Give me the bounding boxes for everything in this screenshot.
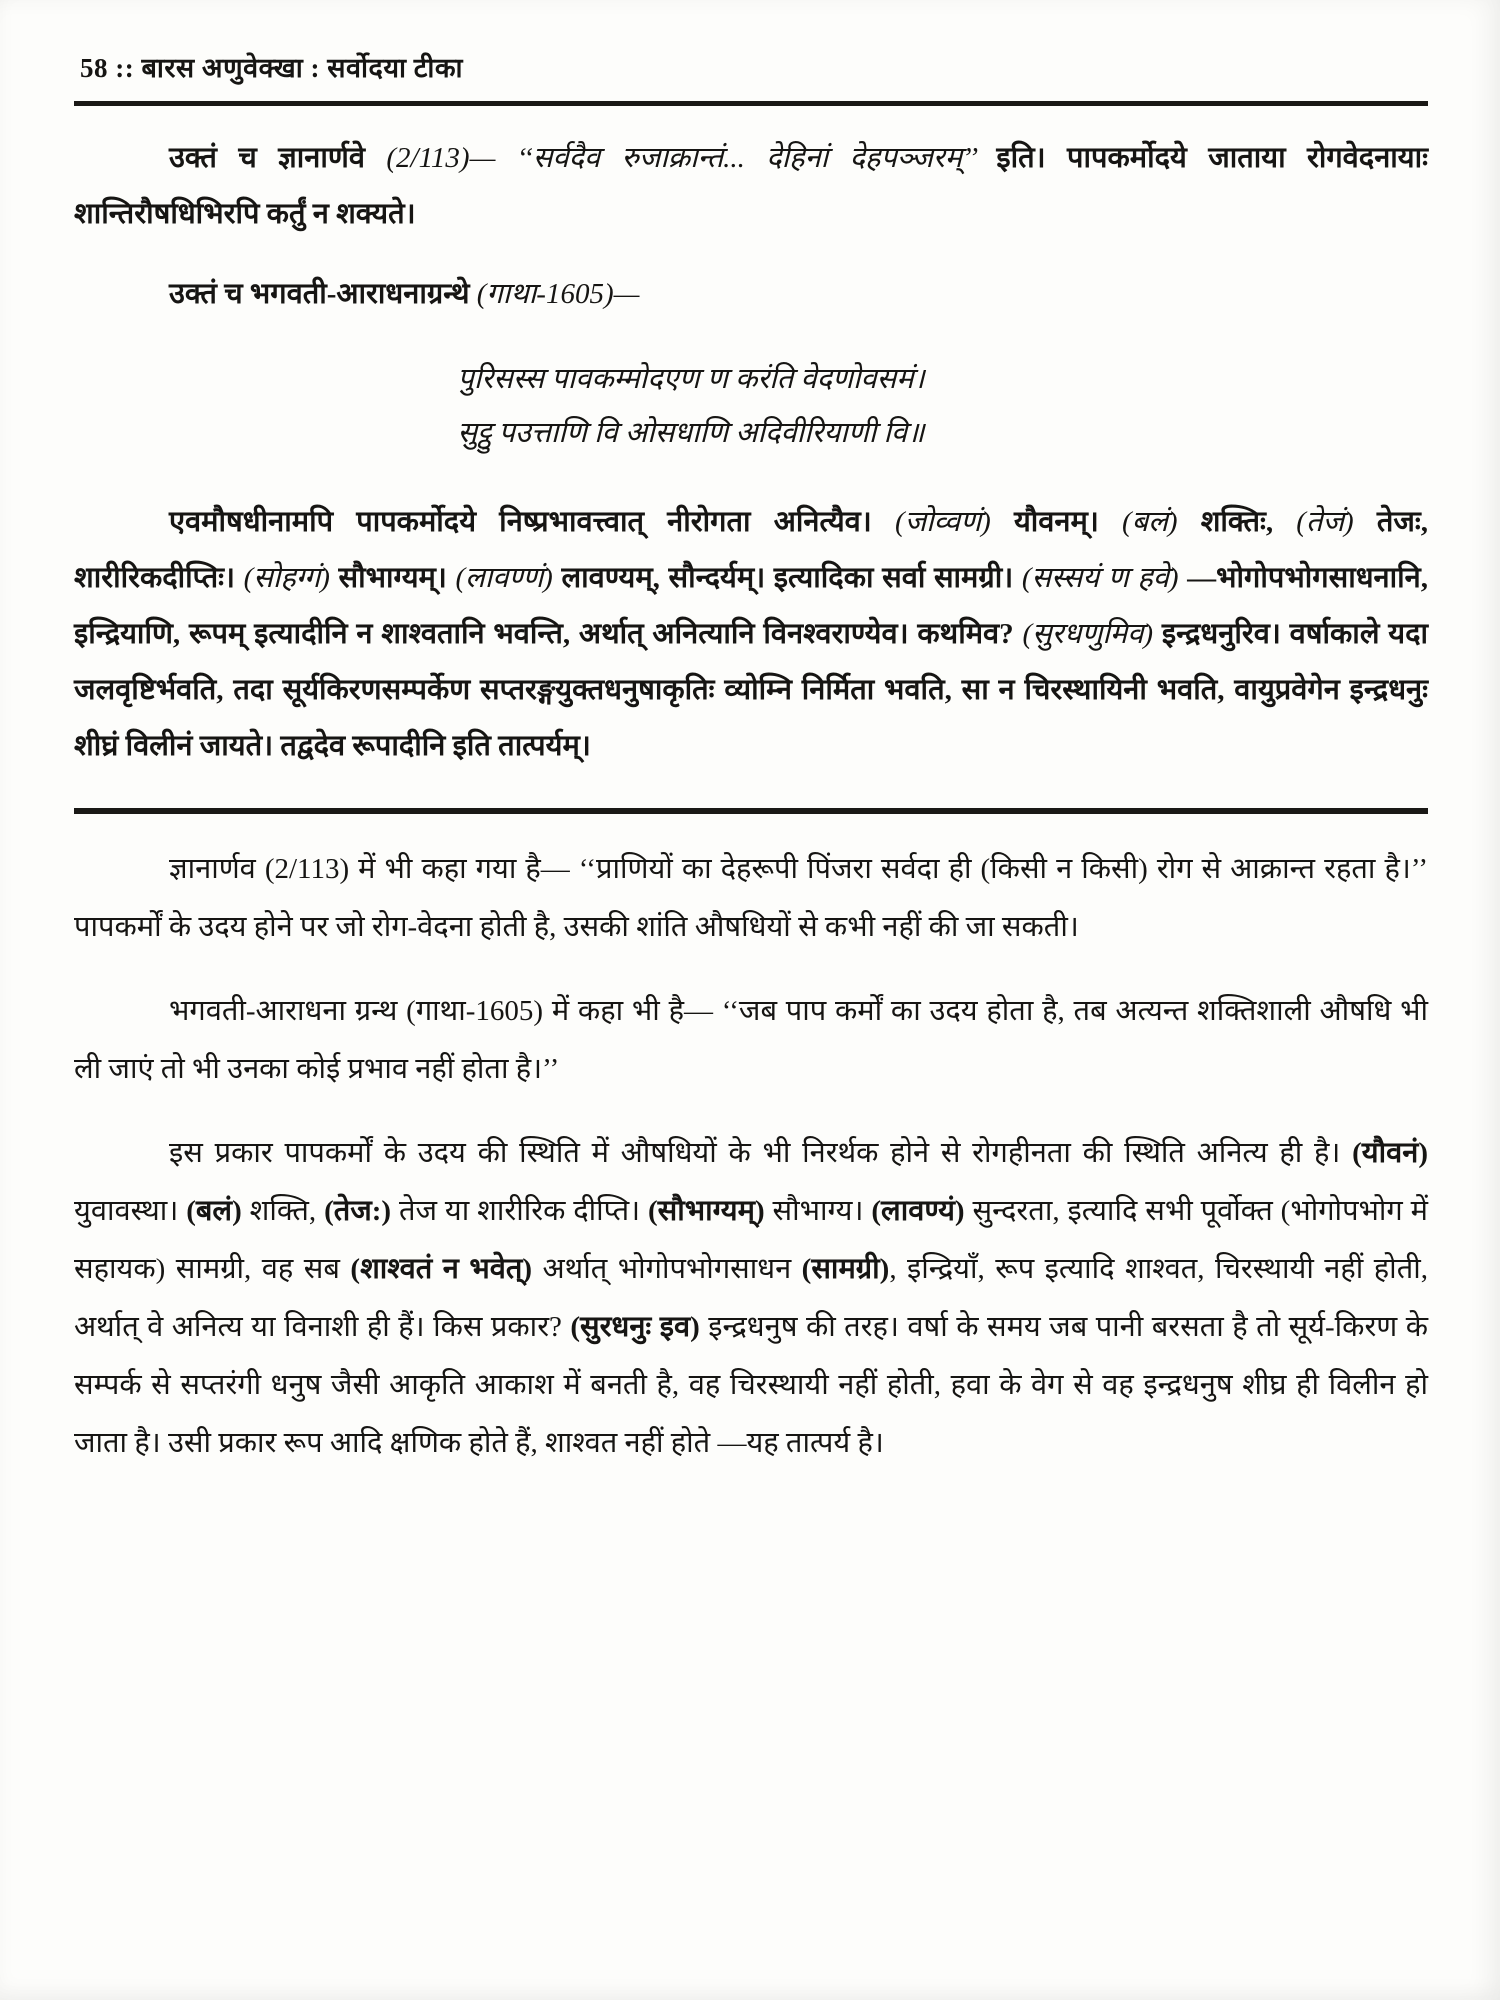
text-segment: (सौभाग्यम्): [647, 1195, 773, 1227]
text-segment: इन्द्रधनुरिव। वर्षाकाले यदा जलवृष्टिर्भवति, तदा सूर्यकिरणसम्पर्केण सप्तरङ्गयुक्तधनुषाकृतिः व्योम्नि निर्मिता भवति, सा न चिरस्थायिनी भवति, वायुप्रवेगेन इन्द्रधनुः शीघ्रं विलीनं जायते। तद्वदेव रूपादीनि इति तात्पर्यम्।: [74, 618, 1428, 762]
text-segment: (2/113)—: [386, 142, 517, 174]
text-segment: इन्द्रधनुष की तरह। वर्षा के समय जब पानी बरसता है तो सूर्य-किरण के सम्पर्क से सप्तरंगी धनुष जैसी आकृति आकाश में बनती है, वह चिरस्थायी नहीं होती, हवा के वेग से वह इन्द्रधनुष शीघ्र ही विलीन हो जाता है। उसी प्रकार रूप आदि क्षणिक होते हैं, शाश्वत नहीं होते —यह तात्पर्य है।: [74, 1311, 1428, 1459]
text-segment: एवमौषधीनामपि पापकर्मोदये निष्प्रभावत्त्वात् नीरोगता अनित्यैव।: [169, 506, 895, 538]
text-segment: , इन्द्रियाँ, रूप इत्यादि शाश्वत, चिरस्थायी नहीं होती, अर्थात् वे अनित्य या विनाशी ही हैं। किस प्रकार?: [74, 1253, 1428, 1343]
text-segment: शक्ति,: [249, 1195, 325, 1227]
text-segment: (गाथा-1605)—: [476, 278, 640, 310]
paragraph: [74, 130, 1428, 242]
text-segment: (तेजं): [1296, 506, 1377, 538]
text-segment: सौभाग्य।: [772, 1195, 872, 1227]
text-segment: —भोगोपभोगसाधनानि, इन्द्रियाणि, रूपम् इत्यादीनि न शाश्वतानि भवन्ति, अर्थात् अनित्यानि विनश्वराण्येव। कथमिव?: [74, 562, 1429, 650]
text-segment: शक्तिः,: [1200, 506, 1297, 538]
text-segment: ज्ञानार्णव (2/113) में भी कहा गया है— ‘‘प्राणियों का देहरूपी पिंजरा सर्वदा ही (किसी न किसी) रोग से आक्रान्त रहता है।’’ पापकर्मों के उदय होने पर जो रोग-वेदना होती है, उसकी शांति औषधियों से कभी नहीं की जा सकती।: [74, 853, 1428, 943]
header-rule: [74, 101, 1428, 106]
paragraph: [74, 494, 1428, 774]
paragraph: [74, 1124, 1428, 1472]
text-segment: इति। पापकर्मोदये जाताया रोगवेदनायाः शान्तिरौषधिभिरपि कर्तुं न शक्यते।: [74, 142, 1429, 230]
text-segment: (सामग्री): [801, 1253, 890, 1285]
text-segment: युवावस्था।: [74, 1195, 187, 1227]
text-segment: सौभाग्यम्।: [338, 562, 456, 594]
text-segment: (लावण्णं): [455, 562, 562, 594]
text-segment: (सुरधणुमिव): [1022, 618, 1162, 650]
running-header: [74, 34, 1428, 85]
text-segment: सुन्दरता, इत्यादि सभी पूर्वोक्त (भोगोपभोग में सहायक) सामग्री, वह सब: [74, 1195, 1428, 1285]
text-segment: तेज या शारीरिक दीप्ति।: [398, 1195, 648, 1227]
paragraph: [74, 266, 1428, 322]
text-segment: लावण्यम्, सौन्दर्यम्। इत्यादिका सर्वा सामग्री।: [561, 562, 1022, 594]
hindi-translation-section: [74, 840, 1428, 1472]
text-segment: तेजः, शारीरिकदीप्तिः।: [74, 506, 1428, 594]
text-segment: (यौवनं): [1352, 1137, 1428, 1169]
text-segment: उक्तं च भगवती-आराधनाग्रन्थे: [169, 278, 477, 310]
text-segment: ‘‘सर्वदैव रुजाक्रान्तं... देहिनां देहपञ्जरम्’’: [516, 142, 997, 174]
verse-line: सुट्ठु पउत्ताणि वि ओसधाणि अदिवीरियाणी वि॥: [457, 417, 925, 449]
text-segment: (तेज:): [324, 1195, 399, 1227]
text-segment: (शाश्वतं न भवेत्): [350, 1253, 543, 1285]
text-segment: (बलं): [1122, 506, 1201, 538]
text-segment: उक्तं च ज्ञानार्णवे: [169, 142, 387, 174]
page-number-and-title: 58 :: बारस अणुवेक्खा : सर्वोदया टीका: [80, 53, 464, 83]
paragraph: [74, 982, 1428, 1098]
text-segment: इस प्रकार पापकर्मों के उदय की स्थिति में औषधियों के भी निरर्थक होने से रोगहीनता की स्थिति अनित्य ही है।: [169, 1137, 1353, 1169]
text-segment: (सस्सयं ण हवे): [1021, 562, 1188, 594]
text-segment: भगवती-आराधना ग्रन्थ (गाथा-1605) में कहा भी है— ‘‘जब पाप कर्मों का उदय होता है, तब अत्यन्त शक्तिशाली औषधि भी ली जाएं तो भी उनका कोई प्रभाव नहीं होता है।’’: [74, 995, 1428, 1085]
verse-line: पुरिसस्स पावकम्मोदएण ण करंति वेदणोवसमं।: [457, 363, 925, 395]
verse: [74, 352, 1308, 460]
text-segment: (जोव्वणं): [894, 506, 1014, 538]
text-segment: (लावण्यं): [871, 1195, 973, 1227]
section-divider-rule: [74, 808, 1428, 814]
text-segment: अर्थात् भोगोपभोगसाधन: [542, 1253, 802, 1285]
text-segment: (सोहग्गं): [243, 562, 339, 594]
text-segment: (बलं): [186, 1195, 250, 1227]
sanskrit-commentary-section: [74, 130, 1428, 774]
text-segment: यौवनम्।: [1013, 506, 1122, 538]
text-segment: (सुरधनुः इव): [570, 1311, 709, 1343]
paragraph: [74, 840, 1428, 956]
